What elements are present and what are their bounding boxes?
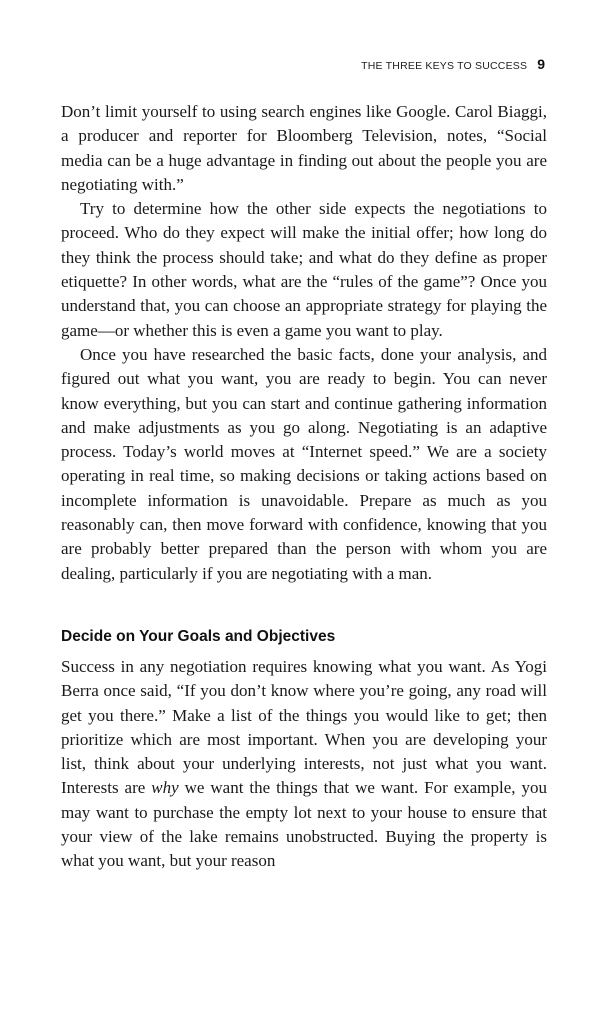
running-head-title: THE THREE KEYS TO SUCCESS bbox=[361, 60, 528, 72]
paragraph-2: Try to determine how the other side expects the negotiations to proceed. Who do they expect will make the initial offer; how long do they think the process should take; and what do they define as proper etiquette? In other words, what are the “rules of the game”? Once you understand that, you can choose an appropriate strategy for playing the game—or whether this is even a game you want to play. bbox=[61, 199, 547, 340]
paragraph-1: Don’t limit yourself to using search engines like Google. Carol Biaggi, a producer and reporter for Bloomberg Television, notes, “Social media can be a huge advantage in finding out about the people you are negotiating with.” bbox=[61, 102, 547, 194]
section-heading: Decide on Your Goals and Objectives bbox=[61, 627, 336, 645]
emphasis-why: why bbox=[151, 778, 179, 798]
paragraph-3: Once you have researched the basic facts, done your analysis, and figured out what you want, you are ready to begin. You can never know everything, but you can start and continue gathering information and make adjustments as you go along. Negotiating is an adaptive process. Today’s world moves at “Internet speed.” We are a society operating in real time, so making decisions or taking actions based on incomplete information is unavoidable. Prepare as much as you reasonably can, then move forward with confidence, knowing that you are probably better prepared than the person with whom you are dealing, particularly if you are negotiating with a man. bbox=[61, 344, 547, 583]
section-text-start: Success in any negotiation requires knowing what you want. As Yogi Berra once said, “If you don’t know where you’re going, any road will get you there.” Make a list of the things you would like to get; then prioritize which are most important. When you are developing your list, think about your underlying interests, not just what you want. Interests are bbox=[61, 656, 547, 798]
section-paragraph bbox=[61, 655, 547, 874]
section-text-end: we want the things that we want. For example, you may want to purchase the empty lot next to your house to ensure that your view of the lake remains unobstructed. Buying the property is what you want, but your reason bbox=[61, 778, 547, 871]
running-head bbox=[361, 56, 545, 72]
body-text bbox=[61, 100, 547, 874]
page-number: 9 bbox=[537, 56, 545, 72]
